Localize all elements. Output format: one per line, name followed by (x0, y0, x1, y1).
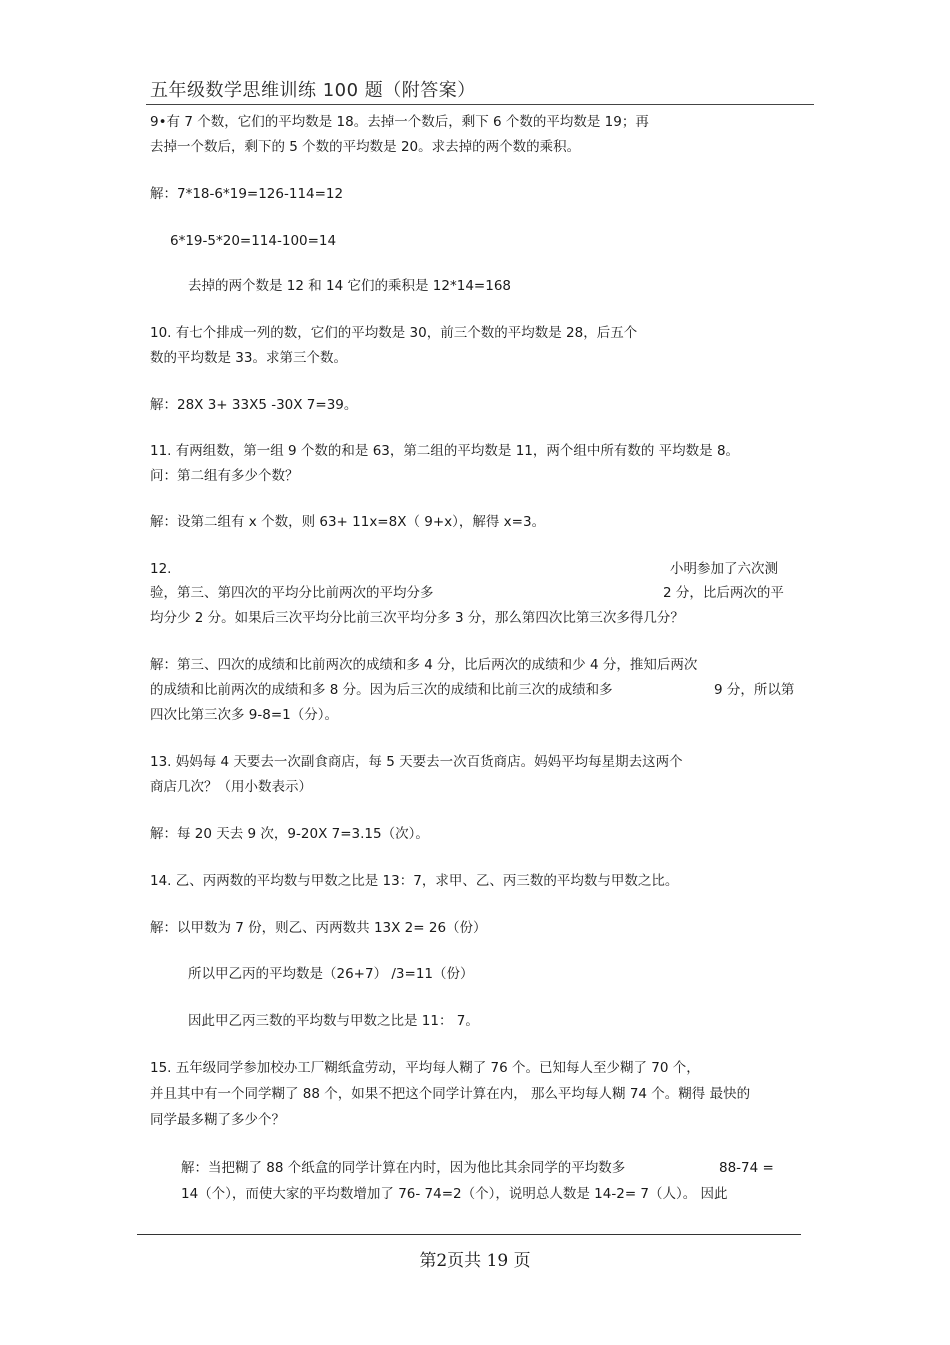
solution-14-line-3: 因此甲乙丙三数的平均数与甲数之比是 11： 7。 (188, 1013, 479, 1029)
solution-12-line-3: 四次比第三次多 9-8=1（分）。 (150, 707, 338, 723)
solution-9-line-2: 6*19-5*20=114-100=14 (170, 233, 337, 249)
header-rule (146, 104, 814, 105)
problem-9-line-2: 去掉一个数后，剩下的 5 个数的平均数是 20。求去掉的两个数的乘积。 (150, 139, 581, 155)
solution-12-line-2-tail: 9 分，所以第 (714, 682, 795, 698)
problem-11-line-1: 11. 有两组数，第一组 9 个数的和是 63，第二组的平均数是 11，两个组中所有数的 平均数是 8。 (150, 443, 740, 459)
problem-11-line-2: 问：第二组有多少个数？ (150, 468, 299, 484)
problem-12-line-2: 验，第三、第四次的平均分比前两次的平均分多 (150, 585, 434, 601)
problem-13-line-1: 13. 妈妈每 4 天要去一次副食商店，每 5 天要去一次百货商店。妈妈平均每星期去这两个 (150, 754, 683, 770)
problem-12-line-1-tail: 小明参加了六次测 (670, 561, 778, 577)
solution-15-line-1-tail: 88-74 = (719, 1160, 774, 1176)
solution-14-line-1: 解：以甲数为 7 份，则乙、丙两数共 13X 2= 26（份） (150, 920, 487, 936)
page-number-footer: 第2页共 19 页 (419, 1251, 531, 1271)
problem-15-line-1: 15. 五年级同学参加校办工厂糊纸盒劳动，平均每人糊了 76 个。已知每人至少糊了 70 个， (150, 1060, 700, 1076)
problem-13-line-2: 商店几次？（用小数表示） (150, 779, 312, 795)
document-header-title: 五年级数学思维训练 100 题（附答案） (150, 80, 476, 101)
problem-12-line-3: 均分少 2 分。如果后三次平均分比前三次平均分多 3 分，那么第四次比第三次多得几分？ (150, 610, 684, 626)
problem-14-line-1: 14. 乙、丙两数的平均数与甲数之比是 13：7，求甲、乙、丙三数的平均数与甲数之比。 (150, 873, 679, 889)
solution-15-line-2: 14（个），而使大家的平均数增加了 76- 74=2（个），说明总人数是 14-2= 7（人）。 因此 (181, 1186, 728, 1202)
solution-12-line-2: 的成绩和比前两次的成绩和多 8 分。因为后三次的成绩和比前三次的成绩和多 (150, 682, 613, 698)
solution-9-line-1: 解：7*18-6*19=126-114=12 (150, 186, 344, 202)
problem-12-line-2-tail: 2 分，比后两次的平 (663, 585, 784, 601)
solution-9-line-3: 去掉的两个数是 12 和 14 它们的乘积是 12*14=168 (188, 278, 511, 294)
solution-14-line-2: 所以甲乙丙的平均数是（26+7） /3=11（份） (188, 966, 474, 982)
problem-9-line-1: 9•有 7 个数，它们的平均数是 18。去掉一个数后，剩下 6 个数的平均数是 19；再 (150, 114, 649, 130)
problem-10-line-1: 10. 有七个排成一列的数，它们的平均数是 30，前三个数的平均数是 28，后五个 (150, 325, 638, 341)
footer-rule (137, 1234, 801, 1235)
solution-15-line-1: 解：当把糊了 88 个纸盒的同学计算在内时，因为他比其余同学的平均数多 (181, 1160, 626, 1176)
problem-15-line-3: 同学最多糊了多少个？ (150, 1112, 285, 1128)
problem-15-line-2: 并且其中有一个同学糊了 88 个，如果不把这个同学计算在内， 那么平均每人糊 74 个。糊得 最快的 (150, 1086, 751, 1102)
problem-10-line-2: 数的平均数是 33。求第三个数。 (150, 350, 347, 366)
solution-12-line-1: 解：第三、四次的成绩和比前两次的成绩和多 4 分，比后两次的成绩和少 4 分，推知后两次 (150, 657, 698, 673)
solution-13-line-1: 解：每 20 天去 9 次，9-20X 7=3.15（次）。 (150, 826, 429, 842)
solution-10-line-1: 解：28X 3+ 33X5 -30X 7=39。 (150, 397, 358, 413)
solution-11-line-1: 解：设第二组有 x 个数，则 63+ 11x=8X（ 9+x），解得 x=3。 (150, 514, 546, 530)
problem-12-number: 12. (150, 561, 172, 577)
